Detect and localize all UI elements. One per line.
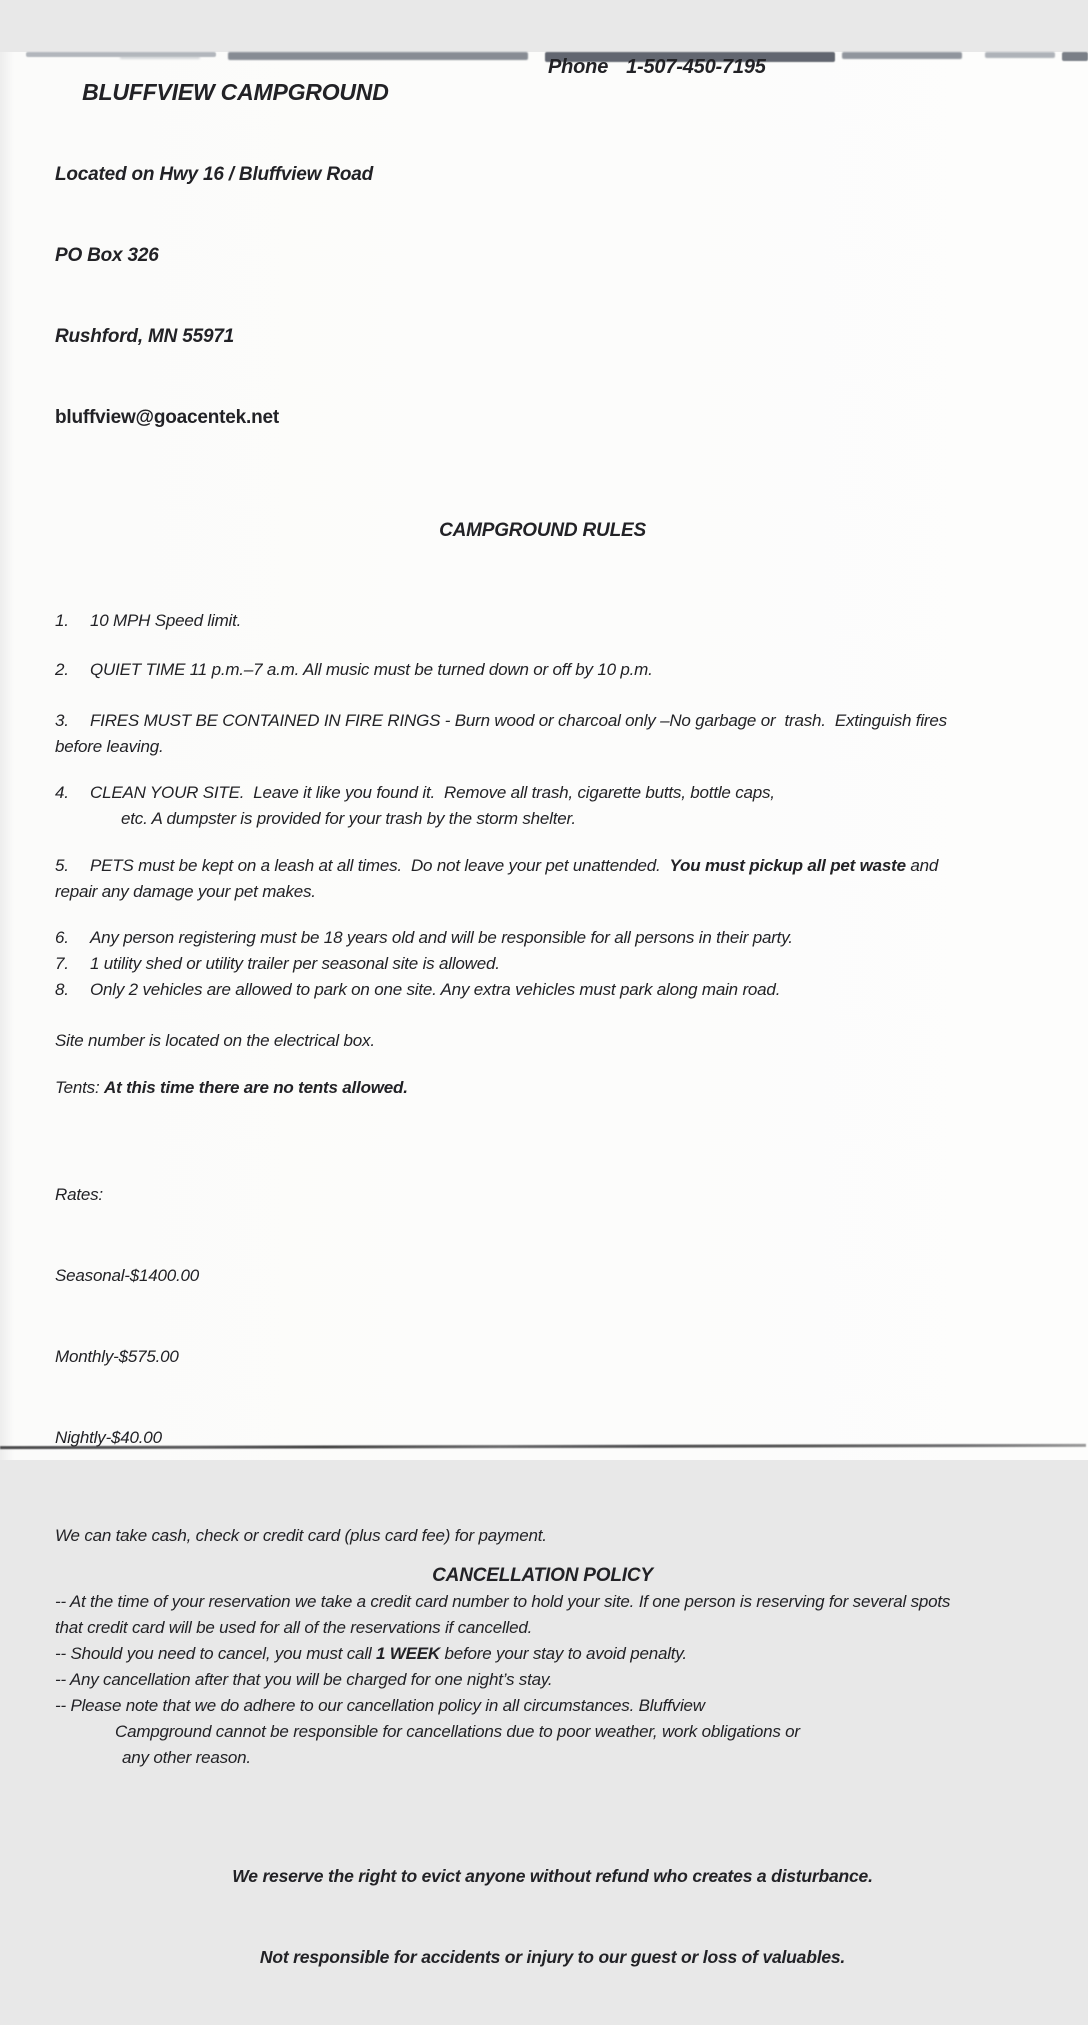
rule-text-continued: etc. A dumpster is provided for your trash by the storm shelter. bbox=[121, 809, 576, 828]
rates-section bbox=[55, 1127, 1050, 1505]
letterhead bbox=[55, 52, 1050, 484]
rule-item-4 bbox=[55, 780, 1050, 832]
rule-item-5 bbox=[55, 853, 1050, 905]
policy-item-4-continued: any other reason. bbox=[122, 1748, 251, 1767]
tents-label: Tents: bbox=[55, 1078, 105, 1097]
rule-text-continued: before leaving. bbox=[55, 737, 164, 756]
disclaimer-line-2: Not responsible for accidents or injury to our guest or loss of valuables. bbox=[259, 1947, 846, 1967]
rates-title: Rates: bbox=[55, 1185, 103, 1204]
rule-item-1 bbox=[55, 608, 1050, 634]
scanned-document-page bbox=[0, 52, 1088, 1967]
policy-item-4-continued: Campground cannot be responsible for cancellations due to poor weather, work obligations or bbox=[115, 1722, 800, 1741]
policy-item-1-continued: that credit card will be used for all of the reservations if cancelled. bbox=[55, 1618, 533, 1637]
rules-section-title: CAMPGROUND RULES bbox=[439, 520, 646, 541]
address-city: Rushford, MN 55971 bbox=[55, 326, 235, 347]
document-content bbox=[0, 52, 1088, 2025]
rule-number: 7. bbox=[55, 954, 69, 973]
address-pobox: PO Box 326 bbox=[55, 245, 159, 266]
cancellation-policy-body bbox=[55, 1589, 1050, 1771]
policy-item-1: -- At the time of your reservation we take a credit card number to hold your site. If one person is reserving for several spots bbox=[55, 1592, 951, 1611]
rule-item-8 bbox=[55, 977, 1050, 1003]
rule-text-continued: repair any damage your pet makes. bbox=[55, 882, 316, 901]
cancellation-policy-title: CANCELLATION POLICY bbox=[432, 1565, 653, 1586]
rule-text: 10 MPH Speed limit. bbox=[90, 611, 242, 630]
rule-number: 1. bbox=[55, 611, 69, 630]
rule-text: 1 utility shed or utility trailer per seasonal site is allowed. bbox=[90, 954, 500, 973]
phone-line bbox=[548, 53, 766, 82]
rule-text: Any person registering must be 18 years old and will be responsible for all persons in their party. bbox=[90, 928, 793, 947]
rule-text: Only 2 vehicles are allowed to park on one site. Any extra vehicles must park along main road. bbox=[90, 980, 781, 999]
policy-item-3: -- Any cancellation after that you will be charged for one night’s stay. bbox=[55, 1670, 553, 1689]
payment-note: We can take cash, check or credit card (plus card fee) for payment. bbox=[55, 1526, 547, 1545]
disclaimer-line-1: We reserve the right to evict anyone without refund who creates a disturbance. bbox=[232, 1866, 873, 1886]
phone-number: 1-507-450-7195 bbox=[626, 56, 766, 78]
rule-number: 3. bbox=[55, 711, 69, 730]
rule-item-2 bbox=[55, 657, 1050, 683]
site-number-note: Site number is located on the electrical box. bbox=[55, 1031, 375, 1050]
rule-number: 2. bbox=[55, 660, 69, 679]
rate-seasonal: Seasonal-$1400.00 bbox=[55, 1266, 200, 1285]
policy-item-4: -- Please note that we do adhere to our cancellation policy in all circumstances. Bluffview bbox=[55, 1696, 705, 1715]
policy-item-2: -- Should you need to cancel, you must call bbox=[55, 1644, 376, 1663]
tents-policy-note bbox=[55, 1075, 1050, 1101]
business-name: BLUFFVIEW CAMPGROUND bbox=[82, 79, 389, 105]
disclaimer-footer bbox=[55, 1809, 1050, 2025]
policy-item-2-bold: 1 WEEK bbox=[376, 1644, 440, 1663]
rule-item-7 bbox=[55, 951, 1050, 977]
rule-item-6 bbox=[55, 925, 1050, 951]
rate-nightly: Nightly-$40.00 bbox=[55, 1428, 162, 1447]
rule-text: QUIET TIME 11 p.m.–7 a.m. All music must be turned down or off by 10 p.m. bbox=[90, 660, 653, 679]
rule-number: 8. bbox=[55, 980, 69, 999]
policy-item-2-after: before your stay to avoid penalty. bbox=[439, 1644, 687, 1663]
rule-text: and bbox=[905, 856, 939, 875]
rule-number: 6. bbox=[55, 928, 69, 947]
phone-label: Phone bbox=[548, 56, 609, 78]
rate-monthly: Monthly-$575.00 bbox=[55, 1347, 179, 1366]
rule-text: FIRES MUST BE CONTAINED IN FIRE RINGS - Burn wood or charcoal only –No garbage or trash. Extinguish fires bbox=[90, 711, 947, 730]
rule-text: CLEAN YOUR SITE. Leave it like you found it. Remove all trash, cigarette butts, bottle caps, bbox=[90, 783, 775, 802]
tents-bold-text: At this time there are no tents allowed. bbox=[104, 1078, 408, 1097]
email-address: bluffview@goacentek.net bbox=[55, 407, 280, 428]
rule-number: 5. bbox=[55, 856, 69, 875]
rule-text: PETS must be kept on a leash at all times. Do not leave your pet unattended. bbox=[90, 856, 670, 875]
rule-text-bold: You must pickup all pet waste bbox=[669, 856, 906, 875]
rule-item-3 bbox=[55, 708, 1050, 760]
address-street: Located on Hwy 16 / Bluffview Road bbox=[55, 164, 374, 185]
rule-number: 4. bbox=[55, 783, 69, 802]
